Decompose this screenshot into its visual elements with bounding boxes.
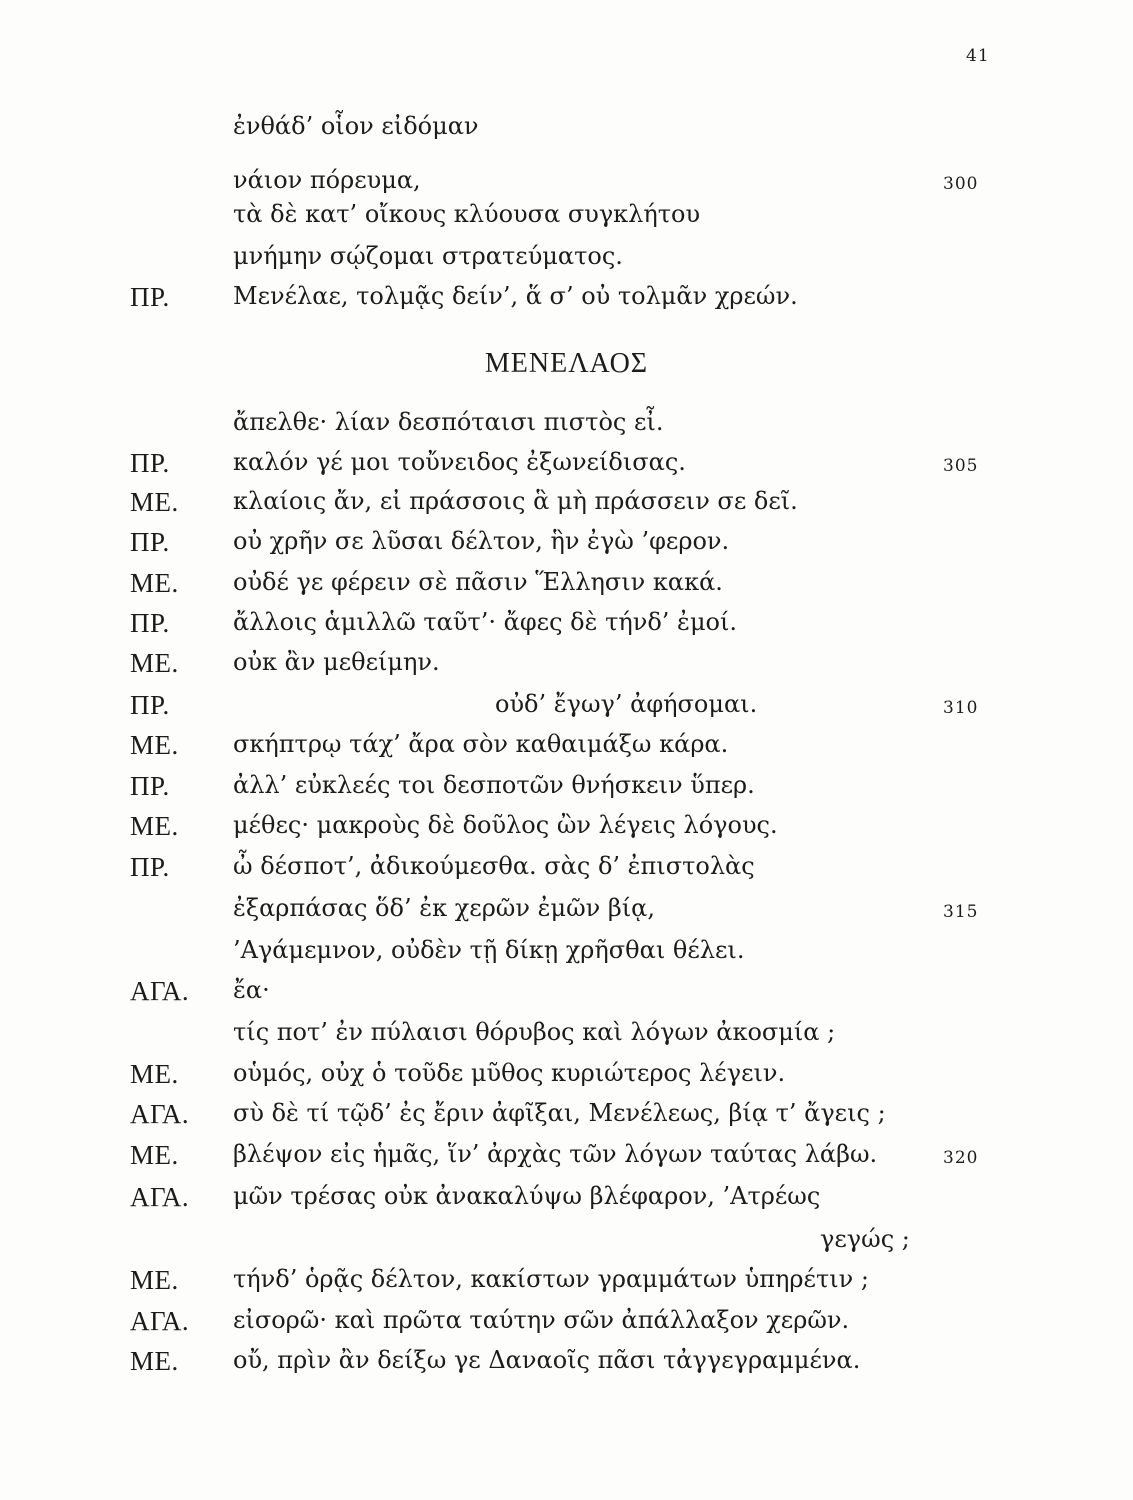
verse-text: ἄπελθε· λίαν δεσπόταισι πιστὸς εἶ. <box>233 408 664 436</box>
verse-line <box>0 242 1133 278</box>
verse-line <box>0 112 1133 148</box>
verse-text: ὦ δέσποτ’, ἀδικούμεσθα. σὰς δ’ ἐπιστολὰς <box>233 852 755 880</box>
verse-text: οὐδ’ ἔγωγ’ ἀφήσομαι. <box>495 690 758 718</box>
verse-line <box>0 730 1133 766</box>
speaker-heading: ΜΕΝΕΛΑΟΣ <box>484 348 649 379</box>
verse-line <box>0 1018 1133 1054</box>
line-number: 305 <box>943 456 979 476</box>
verse-text: οὐδέ γε φέρειν σὲ πᾶσιν Ἕλλησιν κακά. <box>233 568 723 596</box>
line-number: 320 <box>943 1148 979 1168</box>
verse-text: κλαίοις ἄν, εἰ πράσσοις ἃ μὴ πράσσειν σε δεῖ. <box>233 487 798 515</box>
verse-line <box>0 200 1133 236</box>
speaker-label: ΜΕ. <box>130 1346 179 1376</box>
speaker-label: ΜΕ. <box>130 1265 179 1295</box>
verse-text: τὰ δὲ κατ’ οἴκους κλύουσα συγκλήτου <box>233 200 701 228</box>
verse-line <box>0 166 1133 202</box>
verse-text: μνήμην σῴζομαι στρατεύματος. <box>233 242 623 270</box>
verse-text: ἐνθάδ’ οἷον εἰδόμαν <box>233 112 479 140</box>
verse-text: ’Αγάμεμνον, οὐδὲν τῇ δίκῃ χρῆσθαι θέλει. <box>233 936 745 964</box>
verse-text: Μενέλαε, τολμᾷς δείν’, ἅ σ’ οὐ τολμᾶν χρεών. <box>233 282 798 310</box>
speaker-label: ΠΡ. <box>130 771 170 801</box>
verse-line <box>0 1265 1133 1301</box>
verse-text: μέθες· μακροὺς δὲ δοῦλος ὢν λέγεις λόγους. <box>233 811 778 839</box>
verse-text: ἀλλ’ εὐκλεές τοι δεσποτῶν θνήσκειν ὕπερ. <box>233 771 755 799</box>
verse-line <box>0 976 1133 1012</box>
verse-text: νάιον πόρευμα, <box>233 166 421 194</box>
verse-line <box>0 527 1133 563</box>
verse-text: γεγώς ; <box>820 1225 910 1253</box>
speaker-label: ΑΓΑ. <box>130 1306 190 1336</box>
speaker-label: ΜΕ. <box>130 811 179 841</box>
verse-line <box>0 1346 1133 1382</box>
speaker-label: ΠΡ. <box>130 608 170 638</box>
verse-line <box>0 487 1133 523</box>
verse-line <box>0 1225 1133 1261</box>
line-number: 300 <box>943 174 979 194</box>
verse-text: ἔα· <box>233 976 270 1004</box>
verse-line <box>0 894 1133 930</box>
speaker-label: ΜΕ. <box>130 648 179 678</box>
speaker-label: ΠΡ. <box>130 690 170 720</box>
speaker-label: ΜΕ. <box>130 730 179 760</box>
verse-text: καλόν γέ μοι τοὔνειδος ἐξωνείδισας. <box>233 448 686 476</box>
speaker-label: ΜΕ. <box>130 1059 179 1089</box>
speaker-label: ΑΓΑ. <box>130 1182 190 1212</box>
verse-text: οὐκ ἂν μεθείμην. <box>233 648 440 676</box>
verse-line <box>0 1059 1133 1095</box>
verse-line <box>0 852 1133 888</box>
speaker-label: ΠΡ. <box>130 852 170 882</box>
verse-text: σκήπτρῳ τάχ’ ἄρα σὸν καθαιμάξω κάρα. <box>233 730 729 758</box>
speaker-label: ΠΡ. <box>130 282 170 312</box>
verse-line <box>0 936 1133 972</box>
verse-text: ἐξαρπάσας ὅδ’ ἐκ χερῶν ἐμῶν βίᾳ, <box>233 894 655 922</box>
speaker-label: ΠΡ. <box>130 448 170 478</box>
verse-line <box>0 448 1133 484</box>
verse-line <box>0 648 1133 684</box>
verse-line <box>0 1306 1133 1342</box>
speaker-label: ΠΡ. <box>130 527 170 557</box>
verse-text: ἄλλοις ἁμιλλῶ ταῦτ’· ἄφες δὲ τήνδ’ ἐμοί. <box>233 608 738 636</box>
speaker-label: ΑΓΑ. <box>130 976 190 1006</box>
verse-text: εἰσορῶ· καὶ πρῶτα ταύτην σῶν ἀπάλλαξον χερῶν. <box>233 1306 850 1334</box>
verse-line <box>0 408 1133 444</box>
page-number: 41 <box>966 46 990 66</box>
verse-line <box>0 568 1133 604</box>
verse-line <box>0 282 1133 318</box>
speaker-label: ΜΕ. <box>130 568 179 598</box>
verse-line <box>0 811 1133 847</box>
verse-line <box>0 1140 1133 1176</box>
verse-text: οὔ, πρὶν ἂν δείξω γε Δαναοῖς πᾶσι τἀγγεγραμμένα. <box>233 1346 861 1374</box>
verse-text: οὑμός, οὐχ ὁ τοῦδε μῦθος κυριώτερος λέγειν. <box>233 1059 786 1087</box>
verse-text: οὐ χρῆν σε λῦσαι δέλτον, ἣν ἐγὼ ’φερον. <box>233 527 730 555</box>
verse-line <box>0 1099 1133 1135</box>
verse-line <box>0 771 1133 807</box>
verse-text: βλέψον εἰς ἡμᾶς, ἵν’ ἀρχὰς τῶν λόγων ταύτας λάβω. <box>233 1140 878 1168</box>
speaker-label: ΑΓΑ. <box>130 1099 190 1129</box>
verse-line <box>0 690 1133 726</box>
verse-text: σὺ δὲ τί τῷδ’ ἐς ἔριν ἀφῖξαι, Μενέλεως, βίᾳ τ’ ἄγεις ; <box>233 1099 886 1127</box>
line-number: 310 <box>943 698 979 718</box>
speaker-label: ΜΕ. <box>130 487 179 517</box>
verse-text: μῶν τρέσας οὐκ ἀνακαλύψω βλέφαρον, ’Ατρέως <box>233 1182 821 1210</box>
line-number: 315 <box>943 902 979 922</box>
verse-line <box>0 1182 1133 1218</box>
verse-text: τήνδ’ ὁρᾷς δέλτον, κακίστων γραμμάτων ὑπηρέτιν ; <box>233 1265 869 1293</box>
verse-line <box>0 608 1133 644</box>
speaker-label: ΜΕ. <box>130 1140 179 1170</box>
verse-text: τίς ποτ’ ἐν πύλαισι θόρυβος καὶ λόγων ἀκοσμία ; <box>233 1018 836 1046</box>
